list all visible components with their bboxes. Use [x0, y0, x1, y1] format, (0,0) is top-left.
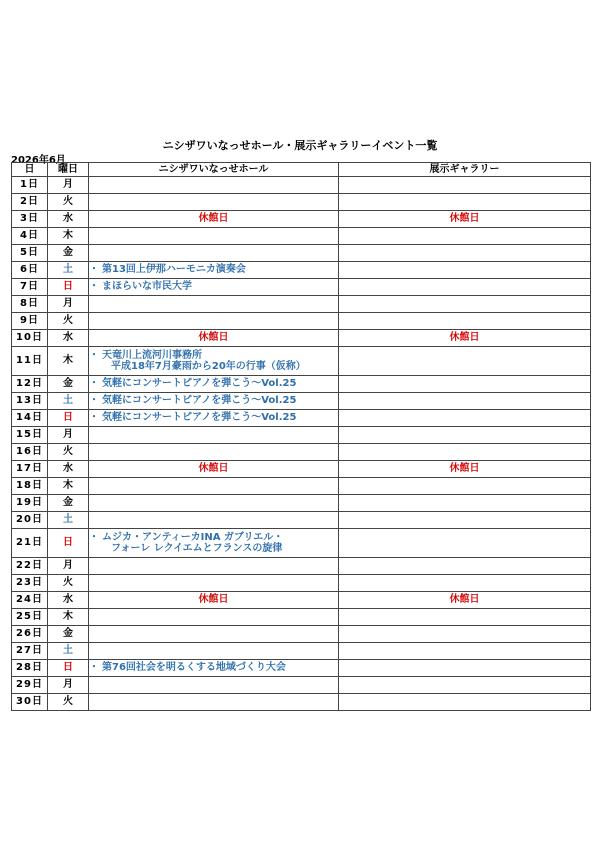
hall-cell: [89, 211, 339, 228]
hall-cell: [89, 376, 339, 393]
weekday-cell: 日: [48, 279, 89, 296]
hall-cell: [89, 262, 339, 279]
hall-cell: [89, 427, 339, 444]
day-cell: 19日: [12, 495, 48, 512]
hall-event: [89, 350, 338, 373]
table-row: [12, 558, 591, 575]
event-text: 気軽にコンサートピアノを弾こう～Vol.25: [102, 378, 297, 390]
table-row: [12, 461, 591, 478]
gallery-cell: [339, 410, 591, 427]
page-title: ニシザワいなっせホール・展示ギャラリーイベント一覧: [162, 139, 438, 152]
table-row: [12, 313, 591, 330]
table-row: [12, 592, 591, 609]
day-cell: 1日: [12, 177, 48, 194]
hall-cell: [89, 592, 339, 609]
gallery-cell: [339, 677, 591, 694]
table-row: [12, 512, 591, 529]
hall-cell: [89, 609, 339, 626]
hall-event: [89, 395, 338, 407]
hall-cell: [89, 194, 339, 211]
table-row: [12, 296, 591, 313]
hall-cell: [89, 245, 339, 262]
day-cell: 12日: [12, 376, 48, 393]
day-cell: 11日: [12, 347, 48, 376]
event-text: ムジカ・アンティーカINA ガブリエル・: [102, 531, 284, 543]
hall-cell: [89, 228, 339, 245]
table-row: [12, 660, 591, 677]
hall-cell: [89, 177, 339, 194]
event-text: 天竜川上流河川事務所: [102, 349, 202, 361]
closed-label: 休館日: [198, 332, 229, 344]
weekday-cell: 日: [48, 660, 89, 677]
gallery-cell: [339, 592, 591, 609]
gallery-cell: [339, 313, 591, 330]
day-cell: 15日: [12, 427, 48, 444]
gallery-cell: [339, 558, 591, 575]
hall-event: [89, 412, 338, 424]
header-dow: 曜日: [48, 163, 89, 177]
day-cell: 14日: [12, 410, 48, 427]
gallery-cell: [339, 575, 591, 592]
table-row: [12, 228, 591, 245]
event-text: 第76回社会を明るくする地域づくり大会: [102, 662, 286, 674]
weekday-cell: 月: [48, 558, 89, 575]
weekday-cell: 水: [48, 461, 89, 478]
weekday-cell: 木: [48, 609, 89, 626]
gallery-cell: [339, 461, 591, 478]
weekday-cell: 火: [48, 313, 89, 330]
weekday-cell: 月: [48, 427, 89, 444]
bullet-icon: ・: [89, 395, 99, 407]
day-cell: 9日: [12, 313, 48, 330]
table-row: [12, 376, 591, 393]
table-row: [12, 262, 591, 279]
weekday-cell: 火: [48, 444, 89, 461]
gallery-cell: [339, 211, 591, 228]
event-text: 気軽にコンサートピアノを弾こう～Vol.25: [102, 395, 297, 407]
gallery-cell: [339, 444, 591, 461]
gallery-cell: [339, 194, 591, 211]
hall-cell: [89, 296, 339, 313]
weekday-cell: 日: [48, 410, 89, 427]
gallery-cell: [339, 529, 591, 558]
gallery-cell: [339, 279, 591, 296]
weekday-cell: 月: [48, 296, 89, 313]
event-text: 気軽にコンサートピアノを弾こう～Vol.25: [102, 412, 297, 424]
weekday-cell: 水: [48, 330, 89, 347]
month-label: 2026年6月: [11, 155, 66, 166]
gallery-cell: [339, 330, 591, 347]
bullet-icon: ・: [89, 662, 99, 674]
weekday-cell: 土: [48, 643, 89, 660]
hall-event: [89, 281, 338, 293]
day-cell: 21日: [12, 529, 48, 558]
table-row: [12, 643, 591, 660]
hall-cell: [89, 478, 339, 495]
bullet-icon: ・: [89, 531, 99, 543]
bullet-icon: ・: [89, 281, 99, 293]
bullet-icon: ・: [89, 349, 99, 361]
day-cell: 13日: [12, 393, 48, 410]
hall-cell: [89, 626, 339, 643]
gallery-cell: [339, 296, 591, 313]
weekday-cell: 火: [48, 575, 89, 592]
bullet-icon: ・: [89, 412, 99, 424]
gallery-cell: [339, 427, 591, 444]
gallery-cell: [339, 660, 591, 677]
event-text: 平成18年7月豪雨から20年の行事（仮称）: [111, 361, 306, 372]
day-cell: 30日: [12, 694, 48, 711]
hall-cell: [89, 347, 339, 376]
header-day: 日: [12, 163, 48, 177]
event-text: 第13回上伊那ハーモニカ演奏会: [102, 264, 246, 276]
table-row: [12, 177, 591, 194]
table-row: [12, 575, 591, 592]
closed-label: 休館日: [198, 594, 229, 606]
table-row: [12, 279, 591, 296]
day-cell: 17日: [12, 461, 48, 478]
day-cell: 22日: [12, 558, 48, 575]
bullet-icon: ・: [89, 264, 99, 276]
weekday-cell: 月: [48, 677, 89, 694]
weekday-cell: 月: [48, 177, 89, 194]
hall-cell: [89, 694, 339, 711]
day-cell: 24日: [12, 592, 48, 609]
hall-event: [89, 378, 338, 390]
closed-label: 休館日: [198, 213, 229, 225]
table-row: [12, 478, 591, 495]
day-cell: 26日: [12, 626, 48, 643]
gallery-cell: [339, 177, 591, 194]
table-row: [12, 245, 591, 262]
day-cell: 5日: [12, 245, 48, 262]
table-row: [12, 347, 591, 376]
gallery-cell: [339, 228, 591, 245]
bullet-icon: ・: [89, 378, 99, 390]
weekday-cell: 金: [48, 245, 89, 262]
day-cell: 8日: [12, 296, 48, 313]
weekday-cell: 水: [48, 592, 89, 609]
weekday-cell: 火: [48, 194, 89, 211]
hall-cell: [89, 313, 339, 330]
event-text: まほらいな市民大学: [102, 281, 192, 293]
closed-label: 休館日: [449, 594, 480, 606]
day-cell: 2日: [12, 194, 48, 211]
hall-cell: [89, 512, 339, 529]
weekday-cell: 木: [48, 228, 89, 245]
table-row: [12, 694, 591, 711]
table-row: [12, 444, 591, 461]
hall-event: [89, 264, 338, 276]
table-row: [12, 410, 591, 427]
hall-cell: [89, 279, 339, 296]
day-cell: 6日: [12, 262, 48, 279]
gallery-cell: [339, 393, 591, 410]
gallery-cell: [339, 347, 591, 376]
header-gallery: 展示ギャラリー: [339, 163, 591, 177]
hall-cell: [89, 660, 339, 677]
hall-cell: [89, 444, 339, 461]
table-row: [12, 211, 591, 228]
gallery-cell: [339, 495, 591, 512]
hall-cell: [89, 558, 339, 575]
closed-label: 休館日: [449, 463, 480, 475]
gallery-cell: [339, 609, 591, 626]
gallery-cell: [339, 262, 591, 279]
weekday-cell: 金: [48, 495, 89, 512]
gallery-cell: [339, 512, 591, 529]
hall-cell: [89, 643, 339, 660]
table-header-row: [12, 163, 591, 177]
hall-cell: [89, 410, 339, 427]
table-row: [12, 330, 591, 347]
day-cell: 29日: [12, 677, 48, 694]
gallery-cell: [339, 626, 591, 643]
day-cell: 4日: [12, 228, 48, 245]
weekday-cell: 木: [48, 478, 89, 495]
weekday-cell: 金: [48, 376, 89, 393]
day-cell: 20日: [12, 512, 48, 529]
day-cell: 18日: [12, 478, 48, 495]
day-cell: 23日: [12, 575, 48, 592]
weekday-cell: 土: [48, 393, 89, 410]
event-text: フォーレ レクイエムとフランスの旋律: [111, 543, 283, 554]
hall-cell: [89, 529, 339, 558]
hall-cell: [89, 495, 339, 512]
gallery-cell: [339, 694, 591, 711]
gallery-cell: [339, 245, 591, 262]
weekday-cell: 木: [48, 347, 89, 376]
table-row: [12, 626, 591, 643]
closed-label: 休館日: [449, 332, 480, 344]
day-cell: 7日: [12, 279, 48, 296]
hall-event: [89, 532, 338, 555]
hall-cell: [89, 677, 339, 694]
header-hall: ニシザワいなっせホール: [89, 163, 339, 177]
gallery-cell: [339, 643, 591, 660]
hall-cell: [89, 575, 339, 592]
day-cell: 27日: [12, 643, 48, 660]
table-row: [12, 427, 591, 444]
table-row: [12, 609, 591, 626]
hall-cell: [89, 330, 339, 347]
closed-label: 休館日: [198, 463, 229, 475]
table-row: [12, 677, 591, 694]
hall-cell: [89, 461, 339, 478]
hall-event: [89, 662, 338, 674]
gallery-cell: [339, 478, 591, 495]
day-cell: 10日: [12, 330, 48, 347]
table-row: [12, 194, 591, 211]
weekday-cell: 水: [48, 211, 89, 228]
day-cell: 28日: [12, 660, 48, 677]
weekday-cell: 日: [48, 529, 89, 558]
hall-cell: [89, 393, 339, 410]
weekday-cell: 金: [48, 626, 89, 643]
weekday-cell: 火: [48, 694, 89, 711]
table-row: [12, 529, 591, 558]
day-cell: 3日: [12, 211, 48, 228]
weekday-cell: 土: [48, 512, 89, 529]
table-row: [12, 495, 591, 512]
weekday-cell: 土: [48, 262, 89, 279]
schedule-rows: [12, 177, 591, 711]
table-row: [12, 393, 591, 410]
day-cell: 16日: [12, 444, 48, 461]
gallery-cell: [339, 376, 591, 393]
closed-label: 休館日: [449, 213, 480, 225]
event-schedule-table: [11, 162, 591, 711]
day-cell: 25日: [12, 609, 48, 626]
